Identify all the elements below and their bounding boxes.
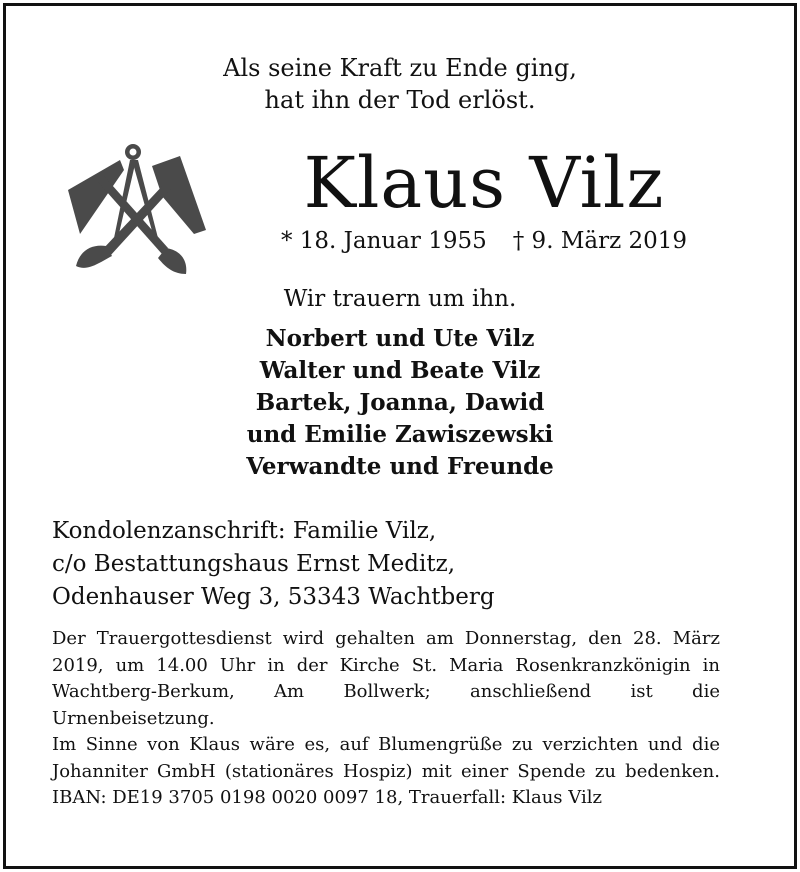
address-line-1: Kondolenzanschrift: Familie Vilz, [52, 518, 437, 544]
birth-date: * 18. Januar 1955 [280, 228, 487, 254]
family-member: Verwandte und Freunde [246, 453, 554, 480]
donation-paragraph: Im Sinne von Klaus wäre es, auf Blumengrüße zu verzichten und die Johanniter GmbH (stationäres Hospiz) mit einer Spende zu bedenken. IBAN: DE19 3705 0198 0020 0097 18, Trauerfall: Klaus Vilz [52, 734, 720, 808]
deceased-name: Klaus Vilz [303, 142, 665, 224]
address-line-2: c/o Bestattungshaus Ernst Meditz, [52, 551, 456, 577]
condolence-address [52, 515, 495, 614]
verse-line-2: hat ihn der Tod erlöst. [264, 86, 536, 114]
verse [0, 52, 800, 116]
address-line-3: Odenhauser Weg 3, 53343 Wachtberg [52, 584, 495, 610]
life-dates [168, 226, 800, 256]
family-member: Walter und Beate Vilz [259, 357, 541, 384]
family-list [0, 323, 800, 483]
death-date: † 9. März 2019 [512, 228, 688, 254]
service-paragraph: Der Trauergottesdienst wird gehalten am Donnerstag, den 28. März 2019, um 14.00 Uhr in der Kirche St. Maria Rosenkranzkönigin in Wachtberg-Berkum, Am Bollwerk; anschließend ist die Urnenbeisetzung. [52, 628, 720, 729]
family-member: Bartek, Joanna, Dawid [255, 389, 545, 416]
verse-line-1: Als seine Kraft zu Ende ging, [223, 54, 577, 82]
family-member: und Emilie Zawiszewski [246, 421, 554, 448]
service-information [52, 626, 720, 812]
mourning-statement: Wir trauern um ihn. [283, 286, 517, 312]
family-member: Norbert und Ute Vilz [265, 325, 535, 352]
